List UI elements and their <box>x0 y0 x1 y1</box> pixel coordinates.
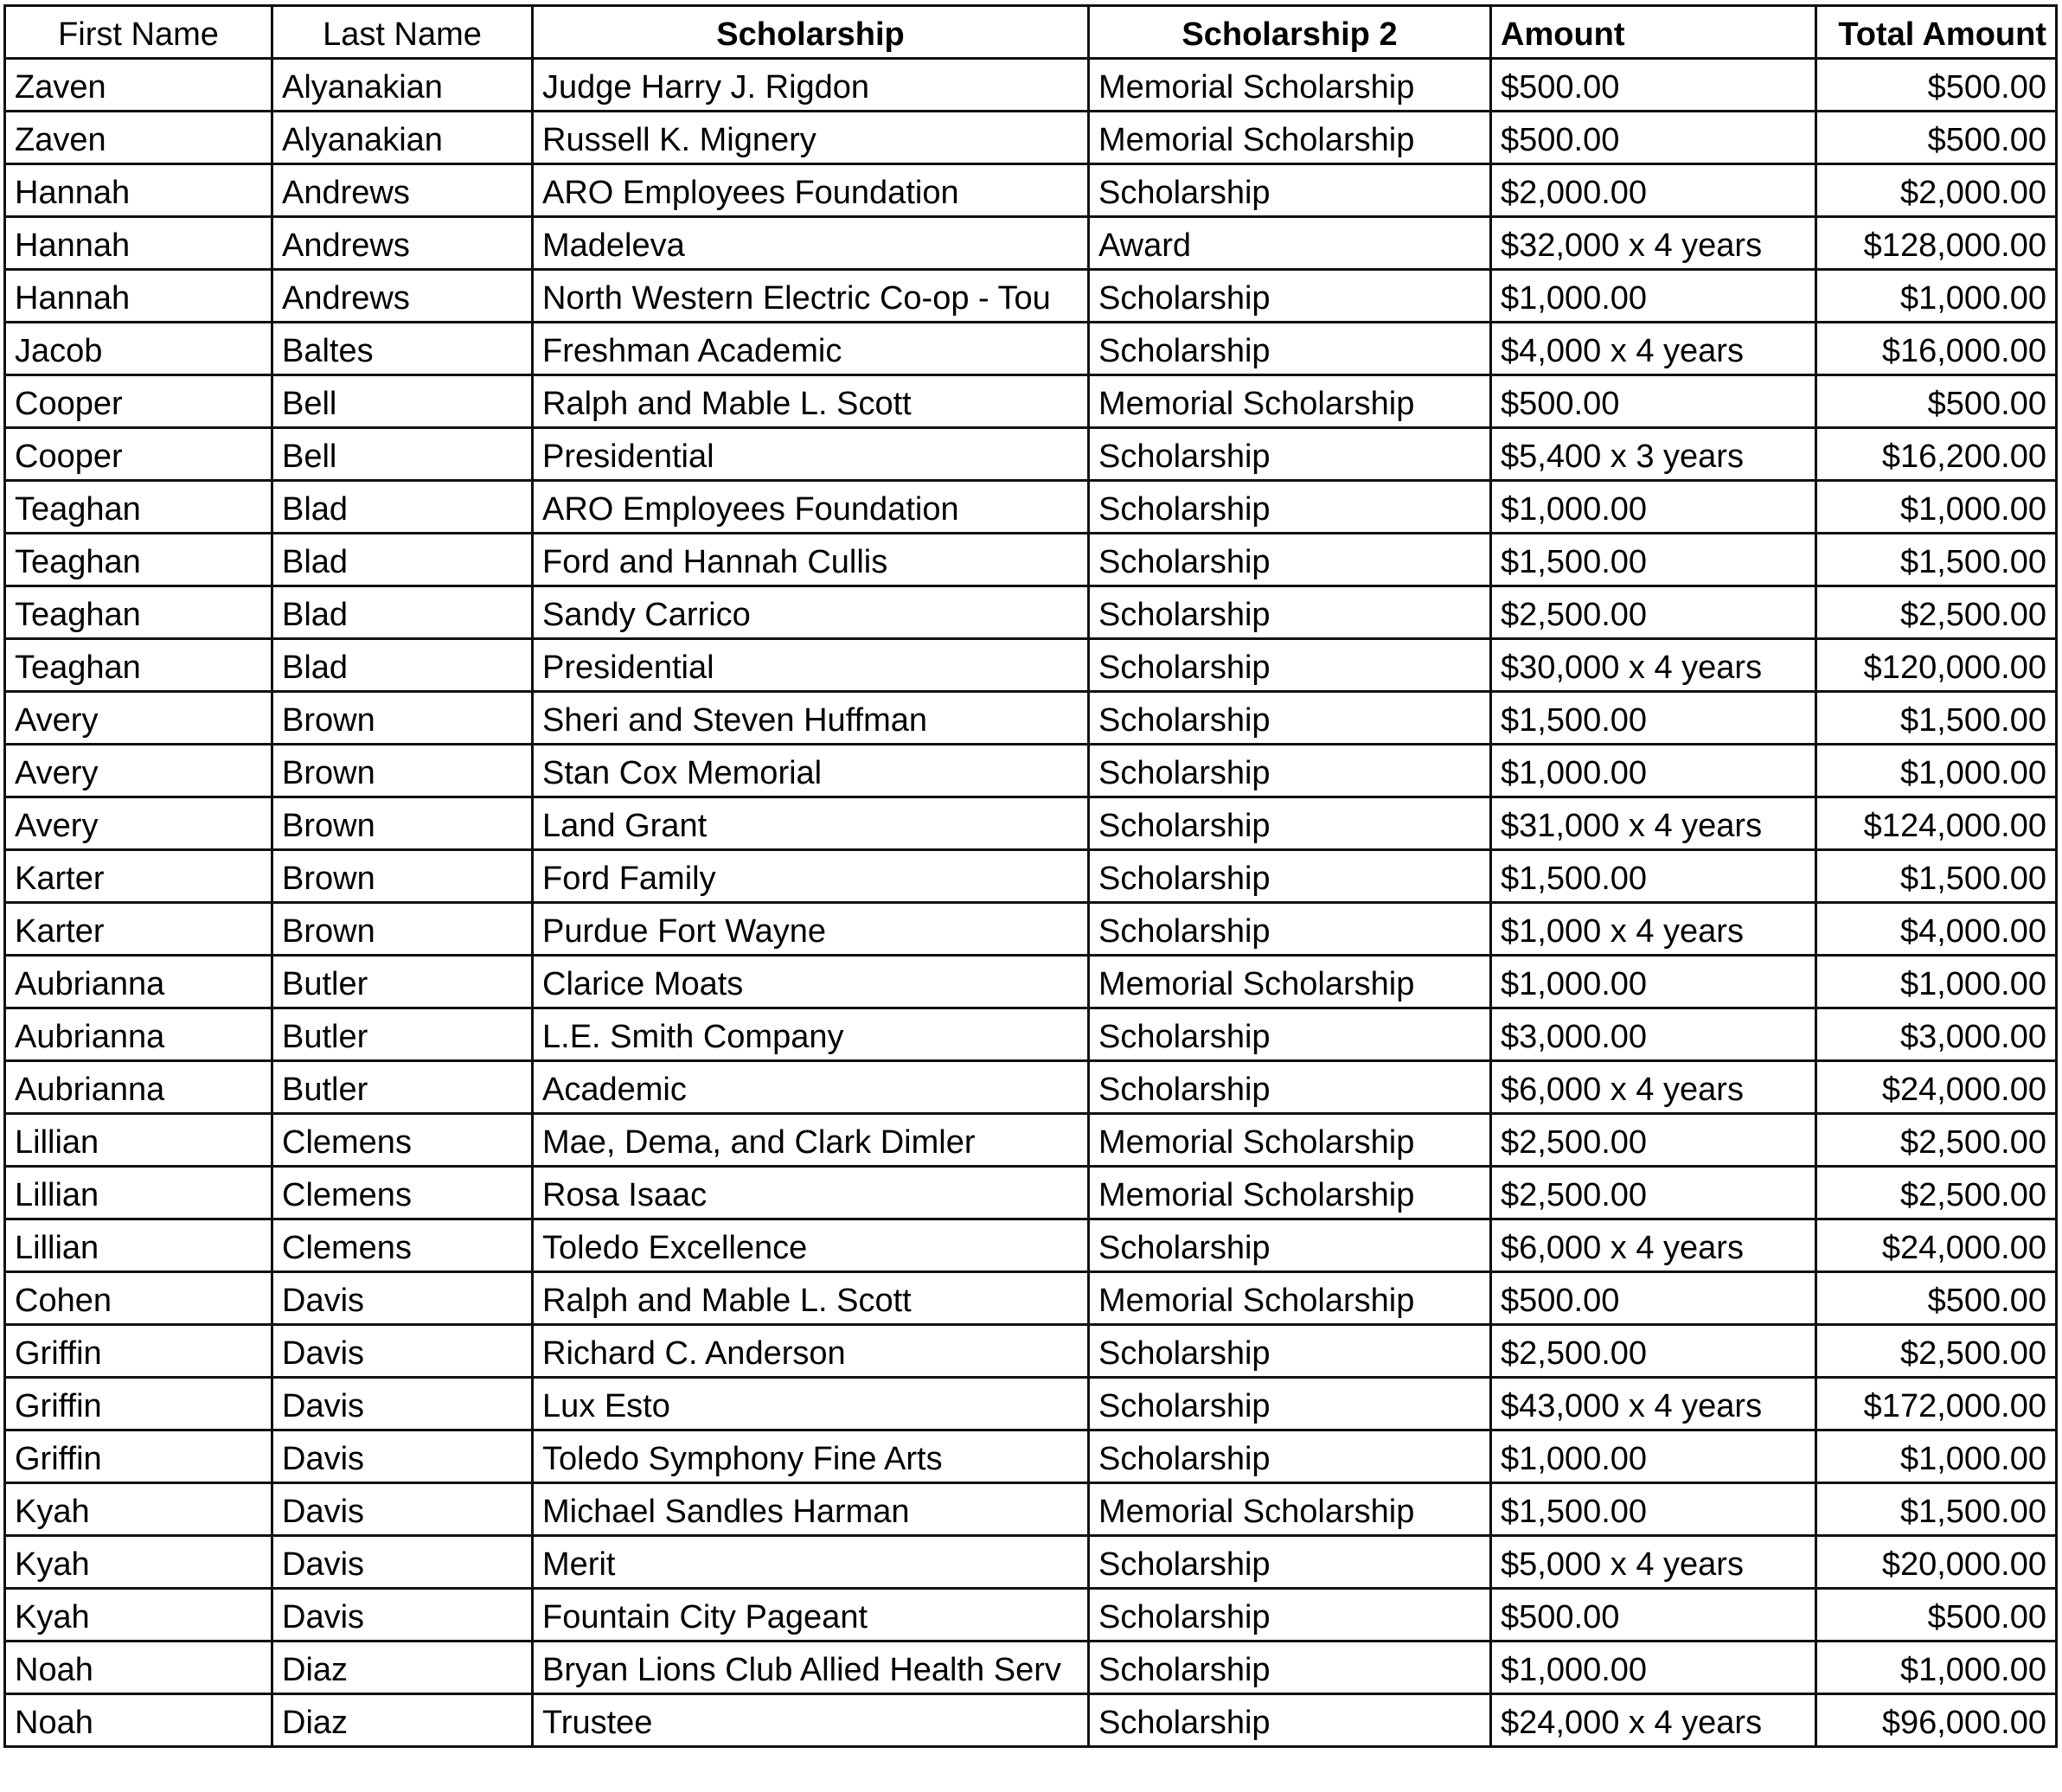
cell-total-amount: $2,500.00 <box>1816 586 2057 639</box>
cell-first-name: Avery <box>5 745 272 797</box>
table-row <box>5 1272 2057 1325</box>
table-body <box>5 59 2057 1747</box>
table-row <box>5 1008 2057 1061</box>
cell-total-amount: $2,500.00 <box>1816 1325 2057 1378</box>
cell-first-name: Griffin <box>5 1430 272 1483</box>
cell-scholarship: North Western Electric Co-op - Tou <box>533 270 1089 323</box>
cell-total-amount: $1,500.00 <box>1816 692 2057 745</box>
cell-first-name: Lillian <box>5 1114 272 1167</box>
cell-amount: $1,000.00 <box>1491 745 1816 797</box>
cell-total-amount: $96,000.00 <box>1816 1694 2057 1747</box>
cell-scholarship-2: Scholarship <box>1089 323 1491 375</box>
cell-scholarship: Presidential <box>533 428 1089 481</box>
table-row <box>5 59 2057 112</box>
cell-scholarship-2: Scholarship <box>1089 797 1491 850</box>
cell-scholarship: Purdue Fort Wayne <box>533 903 1089 956</box>
cell-scholarship: ARO Employees Foundation <box>533 164 1089 217</box>
cell-last-name: Clemens <box>272 1167 533 1219</box>
cell-amount: $4,000 x 4 years <box>1491 323 1816 375</box>
cell-first-name: Aubrianna <box>5 956 272 1008</box>
header-first-name: First Name <box>5 6 272 59</box>
cell-first-name: Zaven <box>5 112 272 164</box>
cell-scholarship-2: Scholarship <box>1089 270 1491 323</box>
cell-scholarship: ARO Employees Foundation <box>533 481 1089 534</box>
table-row <box>5 692 2057 745</box>
cell-scholarship-2: Scholarship <box>1089 1325 1491 1378</box>
cell-first-name: Teaghan <box>5 534 272 586</box>
cell-amount: $2,000.00 <box>1491 164 1816 217</box>
cell-first-name: Hannah <box>5 217 272 270</box>
cell-total-amount: $1,000.00 <box>1816 956 2057 1008</box>
cell-last-name: Blad <box>272 639 533 692</box>
cell-scholarship: Mae, Dema, and Clark Dimler <box>533 1114 1089 1167</box>
cell-amount: $1,000.00 <box>1491 1642 1816 1694</box>
cell-scholarship-2: Scholarship <box>1089 639 1491 692</box>
cell-total-amount: $124,000.00 <box>1816 797 2057 850</box>
cell-last-name: Davis <box>272 1378 533 1430</box>
cell-total-amount: $500.00 <box>1816 375 2057 428</box>
cell-first-name: Griffin <box>5 1325 272 1378</box>
cell-last-name: Brown <box>272 903 533 956</box>
cell-scholarship-2: Scholarship <box>1089 1378 1491 1430</box>
table-row <box>5 1642 2057 1694</box>
header-amount: Amount <box>1491 6 1816 59</box>
cell-scholarship: Bryan Lions Club Allied Health Serv <box>533 1642 1089 1694</box>
cell-total-amount: $1,500.00 <box>1816 850 2057 903</box>
cell-scholarship: Ford and Hannah Cullis <box>533 534 1089 586</box>
table-row <box>5 797 2057 850</box>
cell-scholarship: Lux Esto <box>533 1378 1089 1430</box>
cell-first-name: Avery <box>5 797 272 850</box>
table-row <box>5 956 2057 1008</box>
table-row <box>5 481 2057 534</box>
cell-last-name: Davis <box>272 1430 533 1483</box>
table-row <box>5 1536 2057 1589</box>
cell-first-name: Karter <box>5 850 272 903</box>
table-row <box>5 1378 2057 1430</box>
cell-scholarship-2: Memorial Scholarship <box>1089 1114 1491 1167</box>
cell-first-name: Griffin <box>5 1378 272 1430</box>
table-row <box>5 745 2057 797</box>
cell-total-amount: $24,000.00 <box>1816 1219 2057 1272</box>
cell-scholarship-2: Memorial Scholarship <box>1089 112 1491 164</box>
cell-amount: $1,000 x 4 years <box>1491 903 1816 956</box>
cell-scholarship-2: Scholarship <box>1089 1219 1491 1272</box>
cell-last-name: Davis <box>272 1589 533 1642</box>
cell-scholarship-2: Memorial Scholarship <box>1089 375 1491 428</box>
cell-total-amount: $3,000.00 <box>1816 1008 2057 1061</box>
cell-first-name: Karter <box>5 903 272 956</box>
cell-last-name: Brown <box>272 692 533 745</box>
cell-total-amount: $16,000.00 <box>1816 323 2057 375</box>
cell-first-name: Cohen <box>5 1272 272 1325</box>
table-row <box>5 112 2057 164</box>
cell-total-amount: $4,000.00 <box>1816 903 2057 956</box>
cell-scholarship-2: Scholarship <box>1089 1430 1491 1483</box>
cell-first-name: Avery <box>5 692 272 745</box>
cell-last-name: Andrews <box>272 217 533 270</box>
cell-first-name: Cooper <box>5 375 272 428</box>
cell-amount: $5,400 x 3 years <box>1491 428 1816 481</box>
scholarship-table <box>3 4 2058 1748</box>
cell-first-name: Kyah <box>5 1589 272 1642</box>
cell-scholarship-2: Scholarship <box>1089 903 1491 956</box>
cell-amount: $500.00 <box>1491 375 1816 428</box>
cell-scholarship: Trustee <box>533 1694 1089 1747</box>
cell-scholarship: Judge Harry J. Rigdon <box>533 59 1089 112</box>
cell-last-name: Butler <box>272 956 533 1008</box>
cell-scholarship: Sandy Carrico <box>533 586 1089 639</box>
table-row <box>5 586 2057 639</box>
cell-total-amount: $120,000.00 <box>1816 639 2057 692</box>
table-row <box>5 850 2057 903</box>
table-row <box>5 639 2057 692</box>
table-row <box>5 1694 2057 1747</box>
cell-first-name: Zaven <box>5 59 272 112</box>
cell-scholarship: Ford Family <box>533 850 1089 903</box>
cell-last-name: Brown <box>272 850 533 903</box>
cell-scholarship: Toledo Excellence <box>533 1219 1089 1272</box>
cell-amount: $3,000.00 <box>1491 1008 1816 1061</box>
cell-last-name: Brown <box>272 797 533 850</box>
cell-last-name: Blad <box>272 586 533 639</box>
cell-last-name: Butler <box>272 1008 533 1061</box>
cell-scholarship-2: Scholarship <box>1089 534 1491 586</box>
cell-first-name: Aubrianna <box>5 1008 272 1061</box>
cell-total-amount: $500.00 <box>1816 59 2057 112</box>
cell-total-amount: $2,000.00 <box>1816 164 2057 217</box>
cell-first-name: Noah <box>5 1642 272 1694</box>
cell-scholarship: Freshman Academic <box>533 323 1089 375</box>
cell-scholarship-2: Scholarship <box>1089 692 1491 745</box>
cell-amount: $24,000 x 4 years <box>1491 1694 1816 1747</box>
cell-first-name: Hannah <box>5 270 272 323</box>
cell-amount: $500.00 <box>1491 59 1816 112</box>
cell-scholarship-2: Scholarship <box>1089 428 1491 481</box>
cell-scholarship-2: Scholarship <box>1089 1642 1491 1694</box>
cell-last-name: Bell <box>272 375 533 428</box>
header-row <box>5 6 2057 59</box>
cell-last-name: Clemens <box>272 1114 533 1167</box>
header-last-name: Last Name <box>272 6 533 59</box>
cell-total-amount: $1,000.00 <box>1816 745 2057 797</box>
cell-first-name: Kyah <box>5 1536 272 1589</box>
cell-amount: $500.00 <box>1491 1589 1816 1642</box>
cell-total-amount: $128,000.00 <box>1816 217 2057 270</box>
cell-scholarship: Clarice Moats <box>533 956 1089 1008</box>
table-row <box>5 323 2057 375</box>
table-row <box>5 903 2057 956</box>
cell-scholarship: Fountain City Pageant <box>533 1589 1089 1642</box>
cell-first-name: Hannah <box>5 164 272 217</box>
cell-scholarship: Rosa Isaac <box>533 1167 1089 1219</box>
cell-last-name: Davis <box>272 1272 533 1325</box>
cell-first-name: Teaghan <box>5 586 272 639</box>
cell-last-name: Bell <box>272 428 533 481</box>
cell-last-name: Andrews <box>272 164 533 217</box>
cell-total-amount: $500.00 <box>1816 112 2057 164</box>
cell-last-name: Davis <box>272 1325 533 1378</box>
cell-amount: $2,500.00 <box>1491 1167 1816 1219</box>
cell-last-name: Blad <box>272 481 533 534</box>
cell-scholarship-2: Memorial Scholarship <box>1089 1272 1491 1325</box>
cell-first-name: Jacob <box>5 323 272 375</box>
cell-amount: $2,500.00 <box>1491 1114 1816 1167</box>
cell-scholarship: Michael Sandles Harman <box>533 1483 1089 1536</box>
cell-scholarship-2: Scholarship <box>1089 1008 1491 1061</box>
table-row <box>5 1167 2057 1219</box>
table-row <box>5 1219 2057 1272</box>
cell-amount: $1,500.00 <box>1491 692 1816 745</box>
table-row <box>5 1061 2057 1114</box>
cell-first-name: Noah <box>5 1694 272 1747</box>
cell-amount: $32,000 x 4 years <box>1491 217 1816 270</box>
cell-amount: $6,000 x 4 years <box>1491 1219 1816 1272</box>
cell-scholarship: Russell K. Mignery <box>533 112 1089 164</box>
cell-last-name: Diaz <box>272 1694 533 1747</box>
cell-total-amount: $1,000.00 <box>1816 1642 2057 1694</box>
cell-last-name: Brown <box>272 745 533 797</box>
cell-total-amount: $16,200.00 <box>1816 428 2057 481</box>
cell-last-name: Davis <box>272 1536 533 1589</box>
cell-amount: $1,000.00 <box>1491 956 1816 1008</box>
cell-scholarship-2: Memorial Scholarship <box>1089 59 1491 112</box>
cell-total-amount: $172,000.00 <box>1816 1378 2057 1430</box>
cell-scholarship-2: Scholarship <box>1089 1589 1491 1642</box>
cell-total-amount: $1,500.00 <box>1816 534 2057 586</box>
table-row <box>5 534 2057 586</box>
table-row <box>5 1114 2057 1167</box>
cell-last-name: Davis <box>272 1483 533 1536</box>
cell-total-amount: $1,000.00 <box>1816 270 2057 323</box>
cell-scholarship: Madeleva <box>533 217 1089 270</box>
cell-first-name: Teaghan <box>5 481 272 534</box>
cell-total-amount: $1,000.00 <box>1816 1430 2057 1483</box>
cell-scholarship-2: Award <box>1089 217 1491 270</box>
cell-last-name: Butler <box>272 1061 533 1114</box>
cell-scholarship-2: Scholarship <box>1089 164 1491 217</box>
cell-first-name: Lillian <box>5 1219 272 1272</box>
cell-amount: $2,500.00 <box>1491 586 1816 639</box>
table-row <box>5 375 2057 428</box>
cell-amount: $6,000 x 4 years <box>1491 1061 1816 1114</box>
cell-last-name: Diaz <box>272 1642 533 1694</box>
cell-scholarship: Merit <box>533 1536 1089 1589</box>
cell-scholarship: Presidential <box>533 639 1089 692</box>
cell-amount: $1,500.00 <box>1491 534 1816 586</box>
cell-total-amount: $24,000.00 <box>1816 1061 2057 1114</box>
table-row <box>5 1589 2057 1642</box>
table-row <box>5 164 2057 217</box>
cell-total-amount: $1,500.00 <box>1816 1483 2057 1536</box>
cell-scholarship: Sheri and Steven Huffman <box>533 692 1089 745</box>
table-row <box>5 1430 2057 1483</box>
cell-first-name: Teaghan <box>5 639 272 692</box>
cell-amount: $1,500.00 <box>1491 1483 1816 1536</box>
cell-scholarship-2: Memorial Scholarship <box>1089 956 1491 1008</box>
table-row <box>5 1325 2057 1378</box>
cell-last-name: Blad <box>272 534 533 586</box>
cell-scholarship: Ralph and Mable L. Scott <box>533 375 1089 428</box>
cell-scholarship-2: Memorial Scholarship <box>1089 1483 1491 1536</box>
cell-scholarship-2: Scholarship <box>1089 745 1491 797</box>
cell-total-amount: $500.00 <box>1816 1589 2057 1642</box>
cell-total-amount: $2,500.00 <box>1816 1167 2057 1219</box>
cell-total-amount: $20,000.00 <box>1816 1536 2057 1589</box>
cell-first-name: Kyah <box>5 1483 272 1536</box>
cell-total-amount: $1,000.00 <box>1816 481 2057 534</box>
cell-scholarship: Richard C. Anderson <box>533 1325 1089 1378</box>
cell-scholarship: Academic <box>533 1061 1089 1114</box>
table-row <box>5 428 2057 481</box>
cell-scholarship-2: Scholarship <box>1089 1694 1491 1747</box>
cell-amount: $30,000 x 4 years <box>1491 639 1816 692</box>
header-scholarship: Scholarship <box>533 6 1089 59</box>
cell-amount: $2,500.00 <box>1491 1325 1816 1378</box>
cell-scholarship-2: Scholarship <box>1089 586 1491 639</box>
cell-scholarship: L.E. Smith Company <box>533 1008 1089 1061</box>
cell-scholarship: Land Grant <box>533 797 1089 850</box>
cell-total-amount: $500.00 <box>1816 1272 2057 1325</box>
cell-amount: $500.00 <box>1491 112 1816 164</box>
table-row <box>5 217 2057 270</box>
cell-scholarship-2: Scholarship <box>1089 1061 1491 1114</box>
cell-amount: $5,000 x 4 years <box>1491 1536 1816 1589</box>
cell-amount: $1,500.00 <box>1491 850 1816 903</box>
cell-first-name: Lillian <box>5 1167 272 1219</box>
table-row <box>5 270 2057 323</box>
cell-scholarship-2: Memorial Scholarship <box>1089 1167 1491 1219</box>
cell-last-name: Baltes <box>272 323 533 375</box>
cell-first-name: Cooper <box>5 428 272 481</box>
cell-last-name: Clemens <box>272 1219 533 1272</box>
cell-last-name: Andrews <box>272 270 533 323</box>
cell-total-amount: $2,500.00 <box>1816 1114 2057 1167</box>
cell-amount: $31,000 x 4 years <box>1491 797 1816 850</box>
cell-amount: $1,000.00 <box>1491 1430 1816 1483</box>
table-row <box>5 1483 2057 1536</box>
cell-amount: $500.00 <box>1491 1272 1816 1325</box>
cell-amount: $1,000.00 <box>1491 270 1816 323</box>
cell-scholarship-2: Scholarship <box>1089 481 1491 534</box>
cell-last-name: Alyanakian <box>272 112 533 164</box>
cell-scholarship: Stan Cox Memorial <box>533 745 1089 797</box>
header-scholarship-2: Scholarship 2 <box>1089 6 1491 59</box>
cell-scholarship: Ralph and Mable L. Scott <box>533 1272 1089 1325</box>
cell-amount: $1,000.00 <box>1491 481 1816 534</box>
cell-amount: $43,000 x 4 years <box>1491 1378 1816 1430</box>
cell-first-name: Aubrianna <box>5 1061 272 1114</box>
cell-scholarship: Toledo Symphony Fine Arts <box>533 1430 1089 1483</box>
cell-last-name: Alyanakian <box>272 59 533 112</box>
header-total-amount: Total Amount <box>1816 6 2057 59</box>
cell-scholarship-2: Scholarship <box>1089 1536 1491 1589</box>
cell-scholarship-2: Scholarship <box>1089 850 1491 903</box>
